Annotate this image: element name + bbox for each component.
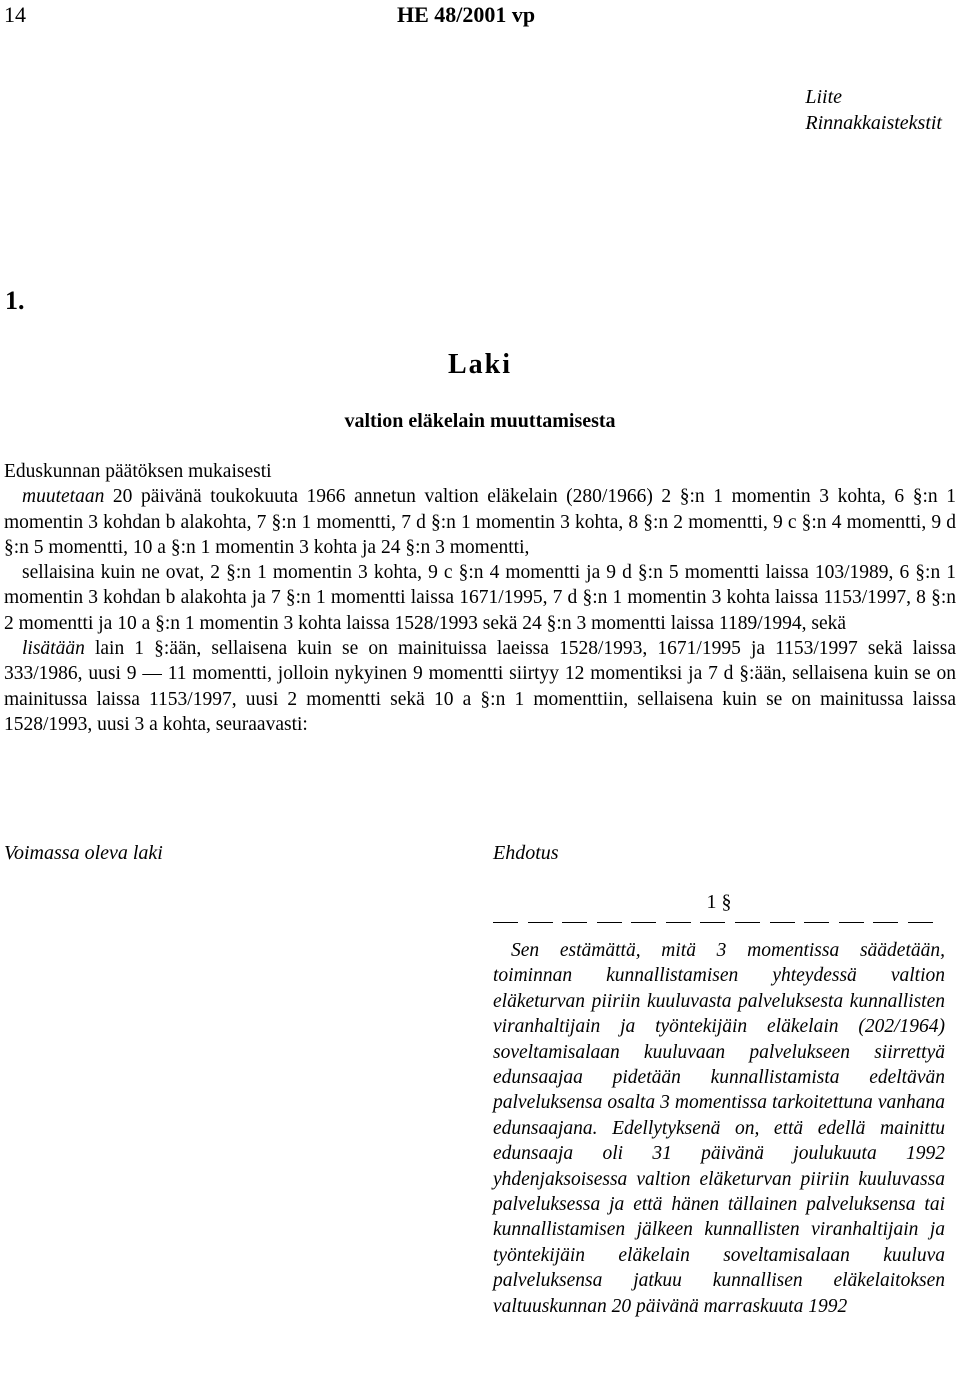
- preamble-amend-paragraph: [4, 484, 956, 560]
- dash: [493, 922, 518, 923]
- dash: [666, 922, 691, 923]
- dash: [562, 922, 587, 923]
- law-number: 1.: [5, 286, 25, 315]
- dash: [528, 922, 553, 923]
- add-keyword: lisätään: [22, 638, 85, 660]
- page-number: 14: [4, 2, 26, 27]
- proposal-text: Sen estämättä, mitä 3 momentissa säädetään, toiminnan kunnallistamisen yhteydessä valtion eläketurvan piiriin kuuluvasta palveluksesta kunnallisten viranhaltijain ja työntekijäin eläkelain (202/1964) soveltamisalaan kuuluvaan palvelukseen siirrettyä edunsaajaa pidetään kunnallistamista edeltävän palveluksensa osalta 3 momentissa tarkoitettuna vanhana edunsaajana. Edellytyksenä on, että edellä mainittu edunsaaja oli 31 päivänä joulukuuta 1992 yhdenjaksoisessa valtion eläketurvan piiriin kuuluvassa palveluksessa ja että hänen tällainen palveluksensa tai kunnallistamisen jälkeen kunnallisten viranhaltijain ja työntekijäin eläkelain soveltamisalaan kuuluva palveluksensa jatkuu kunnallisen eläkelaitoksen valtuuskunnan 20 päivänä marraskuuta 1992: [493, 940, 945, 1317]
- document-reference: HE 48/2001 vp: [397, 2, 536, 27]
- dash: [735, 922, 760, 923]
- add-text: lain 1 §:ään, sellaisena kuin se on mainituissa laeissa 1528/1993, 1671/1995 ja 1153/1997 sekä laissa 333/1986, uusi 9 — 11 momentti, jolloin nykyinen 9 momentti siirtyy 12 momentiksi ja 7 d §:ään, sellaisena kuin se on mainitussa laissa 1153/1997, uusi 2 momentti sekä 10 a §:n 1 momenttiin, sellaisena kuin se on mainitussa laissa 1528/1993, uusi 3 a kohta, seuraavasti:: [4, 638, 956, 735]
- dash: [908, 922, 933, 923]
- dash: [631, 922, 656, 923]
- law-title: Laki: [447, 349, 513, 380]
- appendix-line-1: Liite: [805, 86, 843, 108]
- preamble: [4, 459, 956, 737]
- dash: [804, 922, 829, 923]
- amend-text: 20 päivänä toukokuuta 1966 annetun valtion eläkelain (280/1966) 2 §:n 1 momentin 3 kohta, 6 §:n 1 momentin 3 kohdan b alakohta, 7 §:n 1 momentti, 7 d §:n 1 momentin 3 kohta, 8 §:n 2 momentti, 9 c §:n 4 momentti, 9 d §:n 5 momentti, 10 a §:n 1 momentin 3 kohta ja 24 §:n 3 momentti,: [4, 486, 956, 558]
- preamble-as-they-are: sellaisina kuin ne ovat, 2 §:n 1 momentin 3 kohta, 9 c §:n 4 momentti ja 9 d §:n 5 momentti laissa 103/1989, 6 §:n 1 momentin 3 kohdan b alakohta ja 7 §:n 1 momentti laissa 1671/1995, 7 d §:n 1 momentin 3 kohta laissa 1153/1997, 8 §:n 2 momentti ja 10 a §:n 1 momentin 3 kohta laissa 1528/1993 sekä 24 §:n 3 momentti laissa 1189/1994, sekä: [4, 562, 956, 634]
- preamble-opening: Eduskunnan päätöksen mukaisesti: [4, 461, 272, 482]
- appendix-line-2: Rinnakkaistekstit: [805, 112, 942, 134]
- dash: [700, 922, 725, 923]
- dash: [597, 922, 622, 923]
- current-law-heading: Voimassa oleva laki: [4, 842, 163, 864]
- law-subtitle: valtion eläkelain muuttamisesta: [344, 410, 616, 432]
- dash: [770, 922, 795, 923]
- section-number: 1 §: [706, 891, 732, 913]
- appendix-label: [805, 84, 942, 136]
- preamble-add-paragraph: [4, 636, 956, 737]
- omission-dashes: [493, 922, 933, 926]
- proposal-heading: Ehdotus: [493, 842, 559, 864]
- amend-keyword: muutetaan: [22, 486, 105, 508]
- dash: [839, 922, 864, 923]
- dash: [873, 922, 898, 923]
